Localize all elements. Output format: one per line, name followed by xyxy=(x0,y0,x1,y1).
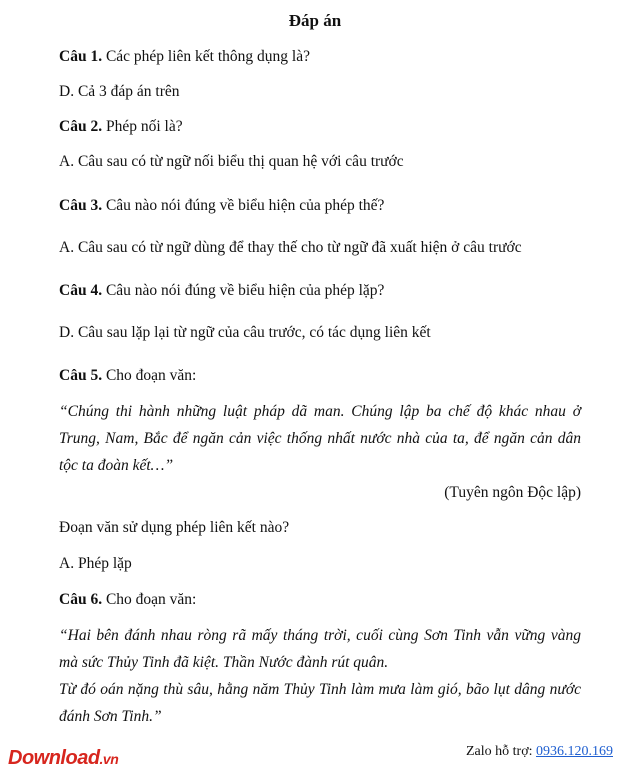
question-text: Các phép liên kết thông dụng là? xyxy=(102,48,310,65)
question-label: Câu 6. xyxy=(59,591,103,608)
question-text: Phép nối là? xyxy=(102,118,183,135)
download-vn-logo[interactable] xyxy=(8,747,118,770)
question-label: Câu 4. xyxy=(59,282,103,299)
answer-2: A. Câu sau có từ ngữ nối biểu thị quan hệ với câu trước xyxy=(59,153,404,170)
answer-3: A. Câu sau có từ ngữ dùng để thay thế cho từ ngữ đã xuất hiện ở câu trước xyxy=(59,239,522,256)
logo-tld: .vn xyxy=(99,751,119,767)
quote-line: Trung, Nam, Bắc để ngăn cản việc thống nhất nước nhà của ta, để ngăn cản dân xyxy=(59,430,581,447)
support-label: Zalo hỗ trợ: xyxy=(466,744,536,759)
answer-1: D. Cả 3 đáp án trên xyxy=(59,83,180,100)
logo-text: Download xyxy=(8,747,100,769)
question-text: Cho đoạn văn: xyxy=(102,591,197,608)
answer-5: A. Phép lặp xyxy=(59,555,132,572)
quote-passage-5 xyxy=(59,398,581,479)
question-1 xyxy=(59,48,310,66)
question-text: Câu nào nói đúng về biểu hiện của phép thế? xyxy=(102,197,385,214)
question-label: Câu 5. xyxy=(59,367,103,384)
question-text: Cho đoạn văn: xyxy=(102,367,197,384)
question-label: Câu 3. xyxy=(59,197,103,214)
question-6 xyxy=(59,591,196,609)
followup-question: Đoạn văn sử dụng phép liên kết nào? xyxy=(59,519,290,536)
quote-line: mà sức Thủy Tinh đã kiệt. Thần Nước đành rút quân. xyxy=(59,654,389,671)
quote-passage-6 xyxy=(59,622,581,730)
quote-line: Từ đó oán nặng thù sâu, hằng năm Thủy Tinh làm mưa làm gió, bão lụt dâng nước xyxy=(59,681,581,698)
question-4 xyxy=(59,282,384,300)
answer-4: D. Câu sau lặp lại từ ngữ của câu trước, có tác dụng liên kết xyxy=(59,324,431,341)
question-text: Câu nào nói đúng về biểu hiện của phép lặp? xyxy=(102,282,385,299)
quote-source: (Tuyên ngôn Độc lập) xyxy=(444,484,581,501)
quote-line: đánh Sơn Tinh.” xyxy=(59,708,162,725)
support-phone-link[interactable]: 0936.120.169 xyxy=(536,744,613,759)
page-title: Đáp án xyxy=(288,11,342,30)
quote-line: tộc ta đoàn kết…” xyxy=(59,457,174,474)
question-2 xyxy=(59,118,183,136)
question-5 xyxy=(59,367,196,385)
question-3 xyxy=(59,197,384,215)
zalo-support xyxy=(466,744,613,760)
question-label: Câu 1. xyxy=(59,48,103,65)
quote-line: “Chúng thi hành những luật pháp dã man. Chúng lập ba chế độ khác nhau ở xyxy=(59,403,581,420)
question-label: Câu 2. xyxy=(59,118,103,135)
quote-line: “Hai bên đánh nhau ròng rã mấy tháng trời, cuối cùng Sơn Tinh vẫn vững vàng xyxy=(59,627,581,644)
